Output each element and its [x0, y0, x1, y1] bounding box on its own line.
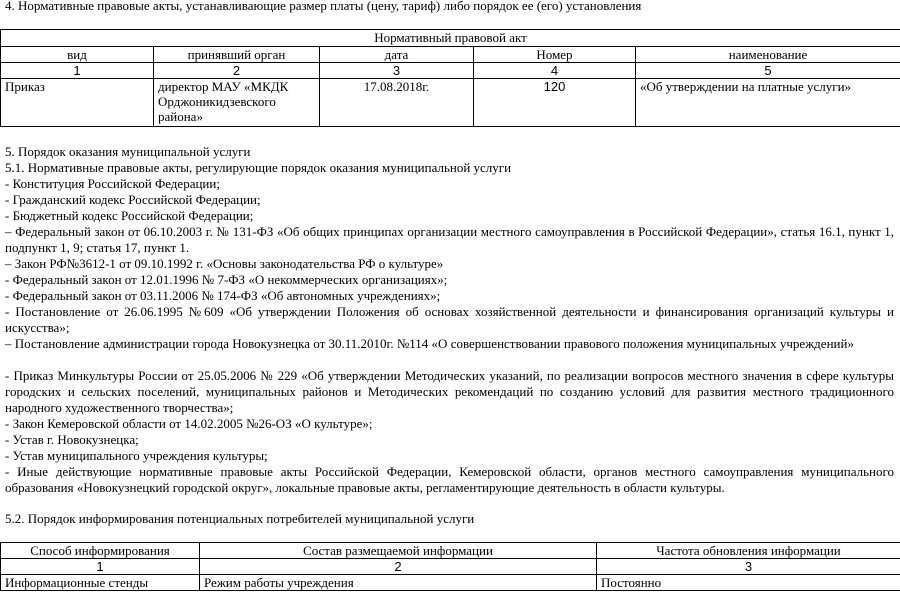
list-item: - Конституция Российской Федерации;: [5, 176, 220, 191]
act-date: 17.08.2018г.: [320, 79, 474, 127]
list-item: – Закон РФ№3612-1 от 09.10.1992 г. «Основы законодательства РФ о культуре»: [5, 256, 444, 271]
section5-title: 5. Порядок оказания муниципальной услуги: [5, 144, 251, 159]
column-number: 3: [597, 559, 900, 575]
column-header: Состав размещаемой информации: [200, 543, 597, 559]
column-number: 1: [1, 559, 200, 575]
column-number: 1: [1, 63, 154, 79]
column-header: Номер: [474, 47, 636, 63]
column-number: 2: [154, 63, 320, 79]
column-header: наименование: [636, 47, 900, 63]
list-item: - Бюджетный кодекс Российской Федерации;: [5, 208, 254, 223]
table-group-header: Нормативный правовой акт: [1, 30, 900, 47]
list-item: - Гражданский кодекс Российской Федерации;: [5, 192, 261, 207]
column-number: 3: [320, 63, 474, 79]
informing-table: [0, 542, 900, 591]
act-number: 120: [474, 79, 636, 127]
table-row: [1, 575, 900, 591]
column-header: дата: [320, 47, 474, 63]
table-cell: Постоянно: [597, 575, 900, 591]
list-item: - Устав муниципального учреждения культуры;: [5, 448, 268, 463]
column-header: принявший орган: [154, 47, 320, 63]
legal-acts-table: [0, 29, 900, 127]
section51-title: 5.1. Нормативные правовые акты, регулирующие порядок оказания муниципальной услуги: [5, 160, 512, 175]
table-row: [1, 79, 900, 127]
act-organ: директор МАУ «МКДК Орджоникидзевского района»: [154, 79, 320, 127]
column-number: 5: [636, 63, 900, 79]
table-cell: Режим работы учреждения: [200, 575, 597, 591]
column-header: вид: [1, 47, 154, 63]
act-name: «Об утверждении на платные услуги»: [636, 79, 900, 127]
act-type: Приказ: [1, 79, 154, 127]
list-item: – Постановление администрации города Новокузнецка от 30.11.2010г. №114 «О совершенствовании правового положения муниципальных учреждений»: [5, 336, 854, 351]
section52-title: 5.2. Порядок информирования потенциальных потребителей муниципальной услуги: [5, 511, 475, 526]
list-item: - Закон Кемеровской области от 14.02.2005 №26-ОЗ «О культуре»;: [5, 416, 373, 431]
list-item: - Приказ Минкультуры России от 25.05.2006 № 229 «Об утверждении Методических указаний, по реализации вопросов местного значения в сфере культуры городских и сельских поселений, муниципальных районов и Методических рекомендаций по созданию условий для развития местного традиционного народного художественного творчества»;: [5, 368, 894, 415]
list-item: - Федеральный закон от 03.11.2006 № 174-ФЗ «Об автономных учреждениях»;: [5, 288, 441, 303]
list-item: - Постановление от 26.06.1995 №609 «Об утверждении Положения об основах хозяйственной деятельности и финансирования организаций культуры и искусства»;: [5, 304, 894, 335]
column-number: 4: [474, 63, 636, 79]
column-header: Способ информирования: [1, 543, 200, 559]
list-item: - Иные действующие нормативные правовые акты Российской Федерации, Кемеровской области, органов местного самоуправления муниципального образования «Новокузнецкий городской округ», локальные правовые акты, регламентирующие деятельность в области культуры.: [5, 464, 894, 495]
list-item: - Федеральный закон от 12.01.1996 № 7-ФЗ «О некоммерческих организациях»;: [5, 272, 448, 287]
table-cell: Информационные стенды: [1, 575, 200, 591]
column-number: 2: [200, 559, 597, 575]
list-item: - Устав г. Новокузнецка;: [5, 432, 139, 447]
section4-title: 4. Нормативные правовые акты, устанавливающие размер платы (цену, тариф) либо порядок ее (его) установления: [5, 0, 642, 13]
list-item: – Федеральный закон от 06.10.2003 г. № 131-ФЗ «Об общих принципах организации местного самоуправления в Российской Федерации», статья 16.1, пункт 1, подпункт 1, 9; статья 17, пункт 1.: [5, 224, 894, 255]
column-header: Частота обновления информации: [597, 543, 900, 559]
